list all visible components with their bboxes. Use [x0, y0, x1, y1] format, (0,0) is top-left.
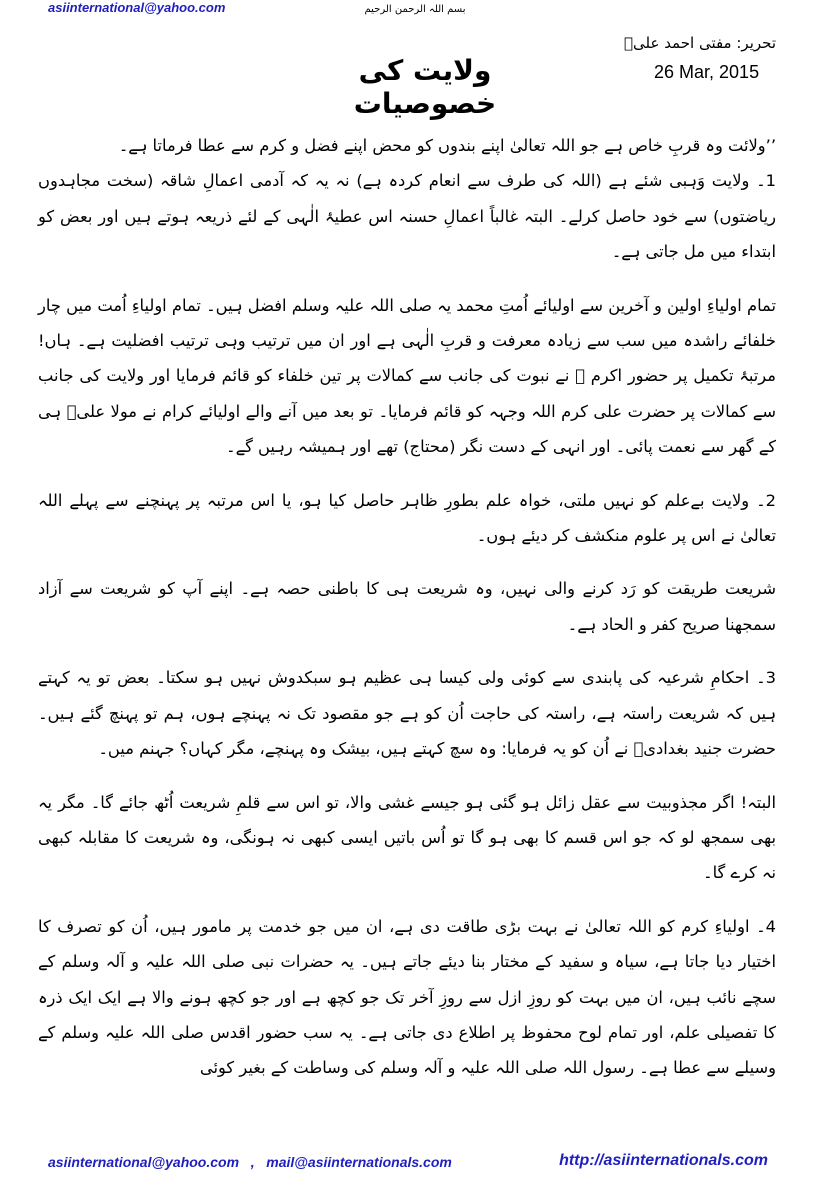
paragraph-awliya: تمام اولیاءِ اولین و آخرین سے اولیائے اُمتِ محمد یہ صلی اللہ علیہ وسلم افضل ہیں۔ تمام اولیاءِ اُمت میں چار خلفائے راشدہ میں سب سے زیادہ معرفت و قربِ الٰہی ہے اور ان میں ترتیب وہی ترتیب افضلیت ہے۔ ہاں! مرتبۂ تکمیل پر حضور اکرم ﷺ نے نبوت کی جانب سے کمالات پر تین خلفاء کو قائم فرمایا اور ولایت کی جانب سے کمالات پر حضرت علی کرم اللہ وجہہ کو قائم فرمایا۔ تو بعد میں آنے والے اولیائے کرام نے مولا علیؓ ہی کے گھر سے نعمت پائی۔ اور انہی کے دست نگر (محتاج) تھے اور ہمیشہ رہیں گے۔	[38, 295, 776, 457]
footer-email-links[interactable]: asiinternational@yahoo.com , mail@asiinternationals.com	[48, 1154, 452, 1170]
bismillah-heading: بسم اللہ الرحمن الرحیم	[364, 4, 466, 15]
paragraph-point-3: 3۔ احکامِ شرعیہ کی پابندی سے کوئی ولی کیسا ہی عظیم ہو سبکدوش نہیں ہو سکتا۔ بعض تو یہ کہتے ہیں کہ شریعت راستہ ہے، راستہ کی حاجت اُن کو ہے جو مقصود تک نہ پہنچے ہوں، ہم تو پہنچ گئے ہیں۔ حضرت جنید بغدادیؒ نے اُن کو یہ فرمایا: وہ سچ کہتے ہیں، بیشک وہ پہنچے، مگر کہاں؟ جہنم میں۔	[38, 668, 776, 759]
paragraph-point-4: 4۔ اولیاءِ کرم کو اللہ تعالیٰ نے بہت بڑی طاقت دی ہے، ان میں جو خدمت پر مامور ہیں، اُن کو تصرف کا اختیار دیا جاتا ہے، سیاہ و سفید کے مختار بنا دیئے جاتے ہیں۔ یہ حضرات نبی صلی اللہ علیہ و آلہ وسلم کے سچے نائب ہیں، ان میں بہت کو روزِ ازل سے روزِ آخر تک جو کچھ ہے اور جو کچھ ہونے والا ہے ایک ایک ذرہ کا تفصیلی علم، اور تمام لوح محفوظ پر اطلاع دی جاتی ہے۔ یہ سب حضور اقدس صلی اللہ علیہ وسلم کے وسیلے سے عطا ہے۔ رسول اللہ صلی اللہ علیہ و آلہ وسلم کی وساطت کے بغیر کوئی	[38, 916, 776, 1078]
header-email[interactable]: asiinternational@yahoo.com	[48, 0, 226, 15]
article-body	[38, 128, 776, 1086]
paragraph-majzoob: البتہ! اگر مجذوبیت سے عقل زائل ہو گئی ہو جیسے غشی والا، تو اس سے قلمِ شریعت اُٹھ جائے گا۔ مگر یہ بھی سمجھ لو کہ جو اس قسم کا بھی ہو گا تو اُس باتیں ایسی کبھی نہ ہونگی، وہ شریعت کا مقابلہ کبھی نہ کرے گا۔	[38, 792, 776, 883]
author-line: تحریر: مفتی احمد علیؒ	[624, 34, 776, 52]
paragraph-point-1: 1۔ ولایت وَہبی شئے ہے (اللہ کی طرف سے انعام کردہ ہے) نہ یہ کہ آدمی اعمالِ شاقہ (سخت مجاہدوں ریاضتوں) سے خود حاصل کرلے۔ البتہ غالباً اعمالِ حسنہ اس عطیۂ الٰہی کے لئے ذریعہ ہوتے ہیں اور بعض کو ابتداء میں مل جاتی ہے۔	[38, 171, 776, 262]
page-title: ولایت کی خصوصیات	[353, 54, 497, 120]
article-date: 26 Mar, 2015	[654, 62, 760, 82]
footer-website-link[interactable]: http://asiinternationals.com	[559, 1152, 768, 1169]
paragraph-intro: ’’ولائت وہ قربِ خاص ہے جو اللہ تعالیٰ اپنے بندوں کو محض اپنے فضل و کرم سے عطا فرماتا ہے۔	[118, 136, 776, 155]
paragraph-point-2: 2۔ ولایت بےعلم کو نہیں ملتی، خواہ علم بطورِ ظاہر حاصل کیا ہو، یا اس مرتبہ پر پہنچنے سے پہلے اللہ تعالیٰ نے اس پر علوم منکشف کر دیئے ہوں۔	[38, 490, 776, 546]
paragraph-shariat: شریعت طریقت کو رَد کرنے والی نہیں، وہ شریعت ہی کا باطنی حصہ ہے۔ اپنے آپ کو شریعت سے آزاد سمجھنا صریح کفر و الحاد ہے۔	[38, 579, 776, 634]
